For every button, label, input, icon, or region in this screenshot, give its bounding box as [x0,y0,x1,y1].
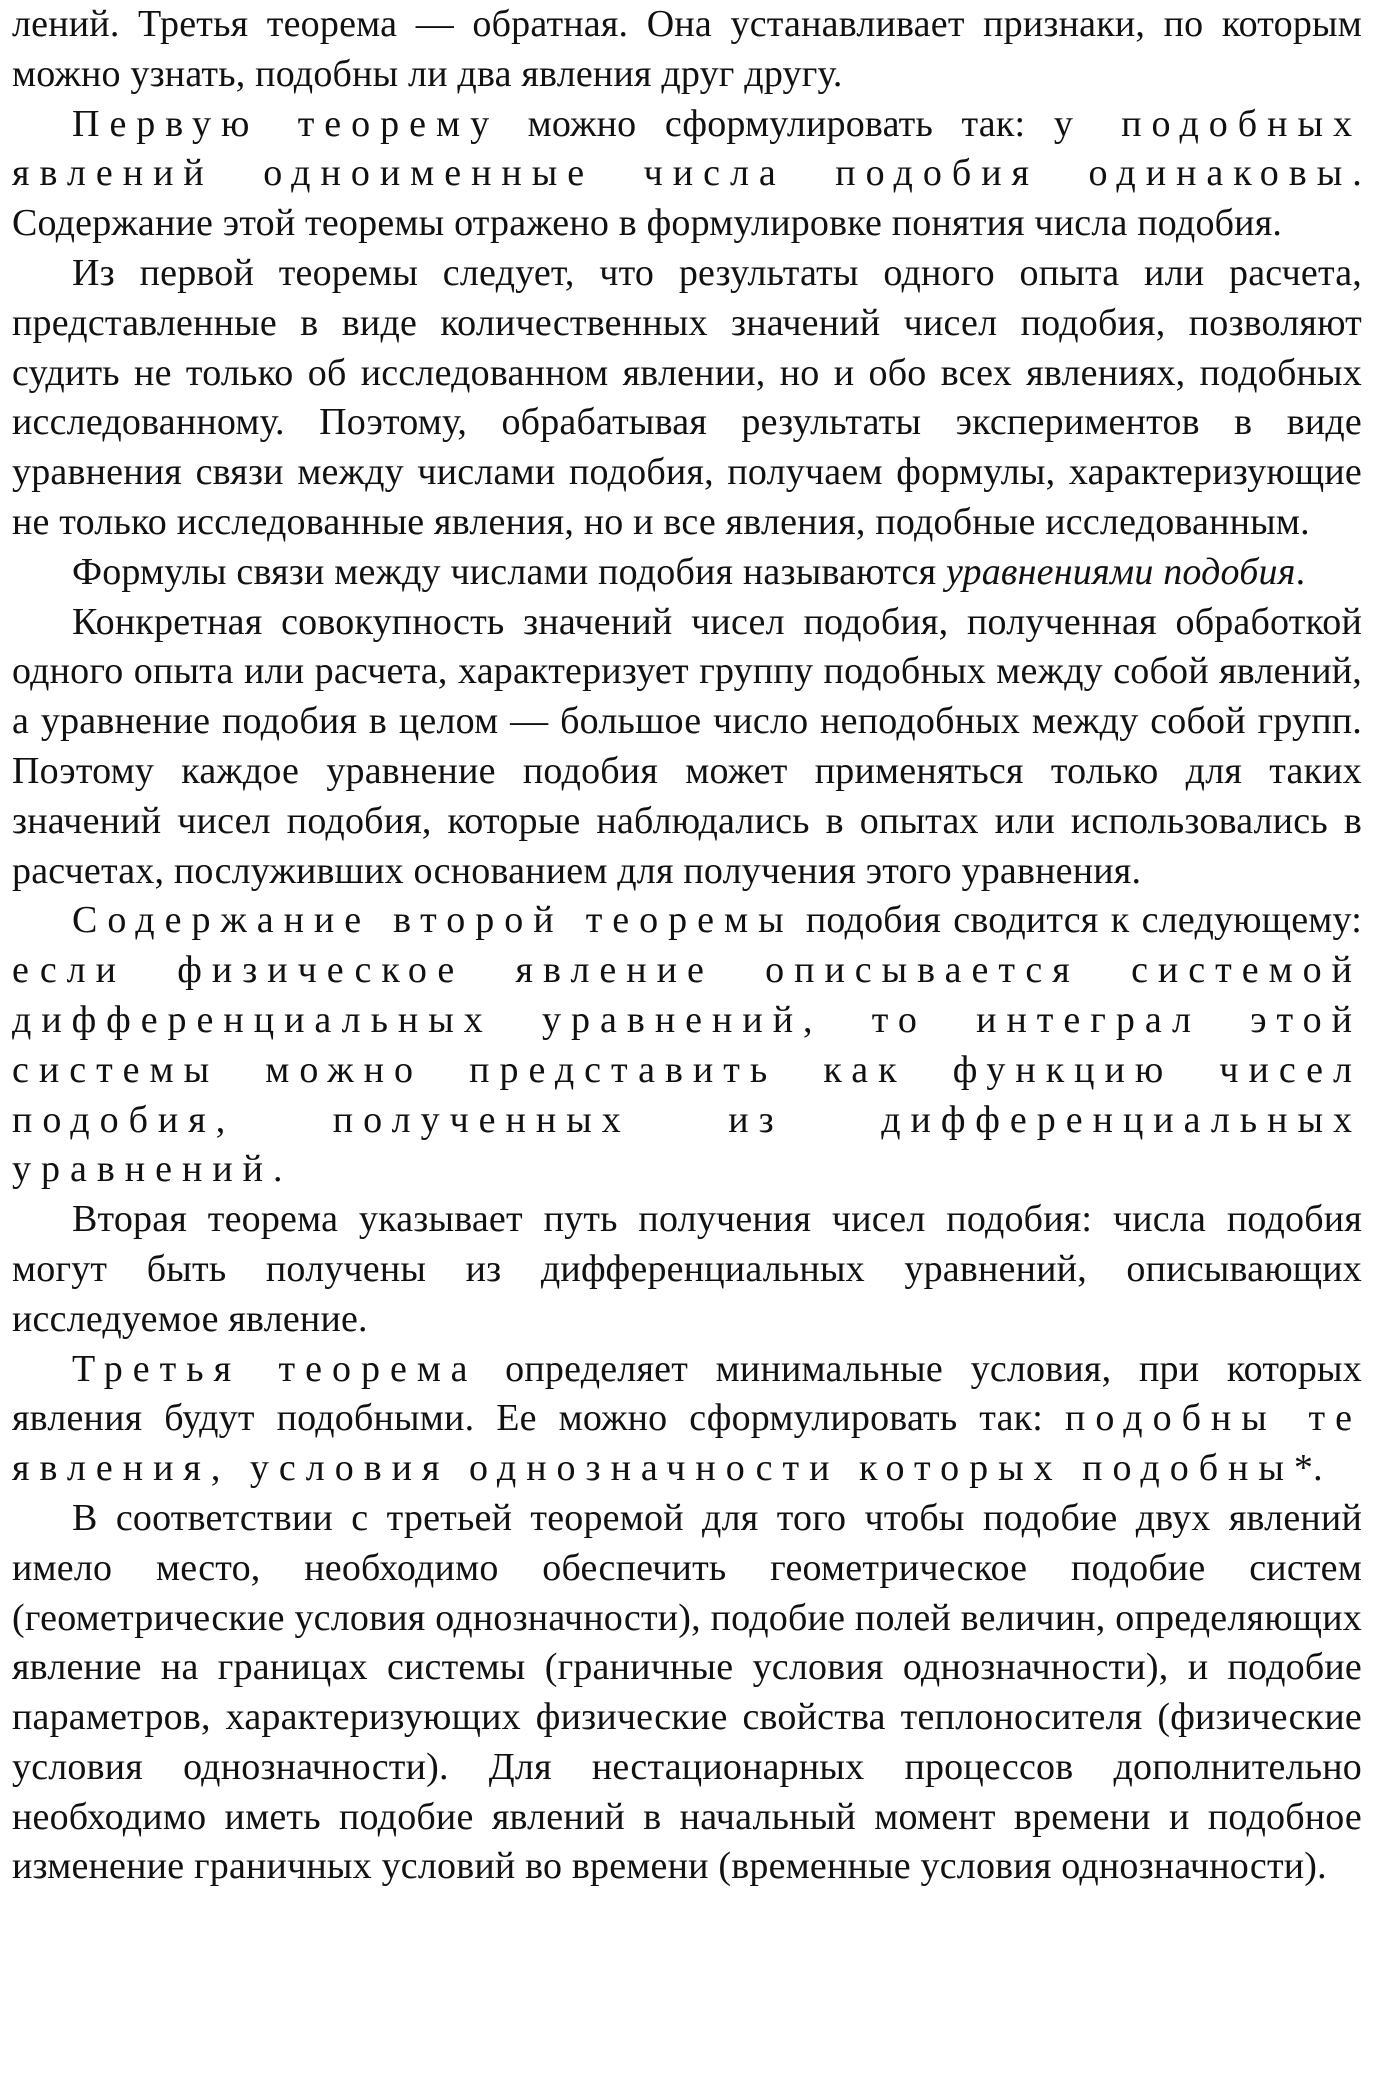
text-run: лений. Третья теорема — обратная. Она устанавливает признаки, по которым можно узнать, подобны ли два явления друг другу. [12,3,1362,95]
paragraph-concrete-set [12,598,1362,897]
text-run: Формулы связи между числами подобия называются [72,550,946,593]
paragraph-second-theorem [12,896,1362,1195]
text-run: определяет минимальные условия, при которых явления будут подобными. Ее можно сформулировать так: [12,1347,1362,1440]
spaced-emphasis: подобны те явления, условия однозначности которых подобны [12,1397,1362,1490]
text-run: можно сформулировать так: [499,102,1054,145]
spaced-emphasis: у подобных явлений одноименные числа подобия одинаковы [12,102,1362,195]
spaced-emphasis: Первую теорему [72,102,500,145]
text-run: Из первой теоремы следует, что результаты одного опыта или расчета, представленные в виде количественных значений чисел подобия, позволяют судить не только об исследованном явлении, но и обо всех явлениях, подобных исследованному. Поэтому, обрабатывая результаты экспериментов в виде уравнения связи между числами подобия, получаем формулы, характеризующие не только исследованные явления, но и все явления, подобные исследованным. [12,251,1362,543]
italic-term: уравнениями подобия [945,550,1296,593]
text-run: *. [1293,1447,1323,1490]
text-run: . [273,1148,283,1191]
paragraph-third-theorem [12,1345,1362,1494]
spaced-emphasis: Содержание второй теоремы [72,899,794,942]
paragraph-similarity-equations [12,548,1362,598]
spaced-emphasis: Третья теорема [72,1347,478,1390]
document-page [12,0,1362,1892]
text-run: В соответствии с третьей теоремой для того чтобы подобие двух явлений имело место, необходимо обеспечить геометрическое подобие систем (геометрические условия однозначности), подобие полей величин, определяющих явление на границах системы (граничные условия однозначности), и подобие параметров, характеризующих физические свойства теплоносителя (физические условия однозначности). Для нестационарных процессов дополнительно необходимо иметь подобие явлений в начальный момент времени и подобное изменение граничных условий во времени (временные условия однозначности). [12,1496,1362,1888]
paragraph-first-theorem-consequence [12,249,1362,548]
paragraph-third-theorem-conditions [12,1494,1362,1892]
paragraph-continuation [12,0,1362,100]
text-run: . [1295,550,1306,593]
text-run: . Содержание этой теоремы отражено в формулировке понятия числа подобия. [12,152,1362,245]
text-run: Конкретная совокупность значений чисел подобия, полученная обработкой одного опыта или расчета, характеризует группу подобных между собой явлений, а уравнение подобия в целом — большое число неподобных между собой групп. Поэтому каждое уравнение подобия может применяться только для таких значений чисел подобия, которые наблюдались в опытах или использовались в расчетах, послуживших основанием для получения этого уравнения. [12,600,1362,892]
paragraph-second-theorem-path [12,1195,1362,1344]
paragraph-first-theorem [12,100,1362,249]
spaced-emphasis: если физическое явление описывается системой дифференциальных уравнений, то интеграл этой системы можно представить как функцию чисел подобия, полученных из дифференциальных уравнений [12,949,1362,1191]
text-run: подобия сводится к следующему: [793,899,1362,942]
text-run: Вторая теорема указывает путь получения чисел подобия: числа подобия могут быть получены из дифференциальных уравнений, описывающих исследуемое явление. [12,1198,1362,1340]
